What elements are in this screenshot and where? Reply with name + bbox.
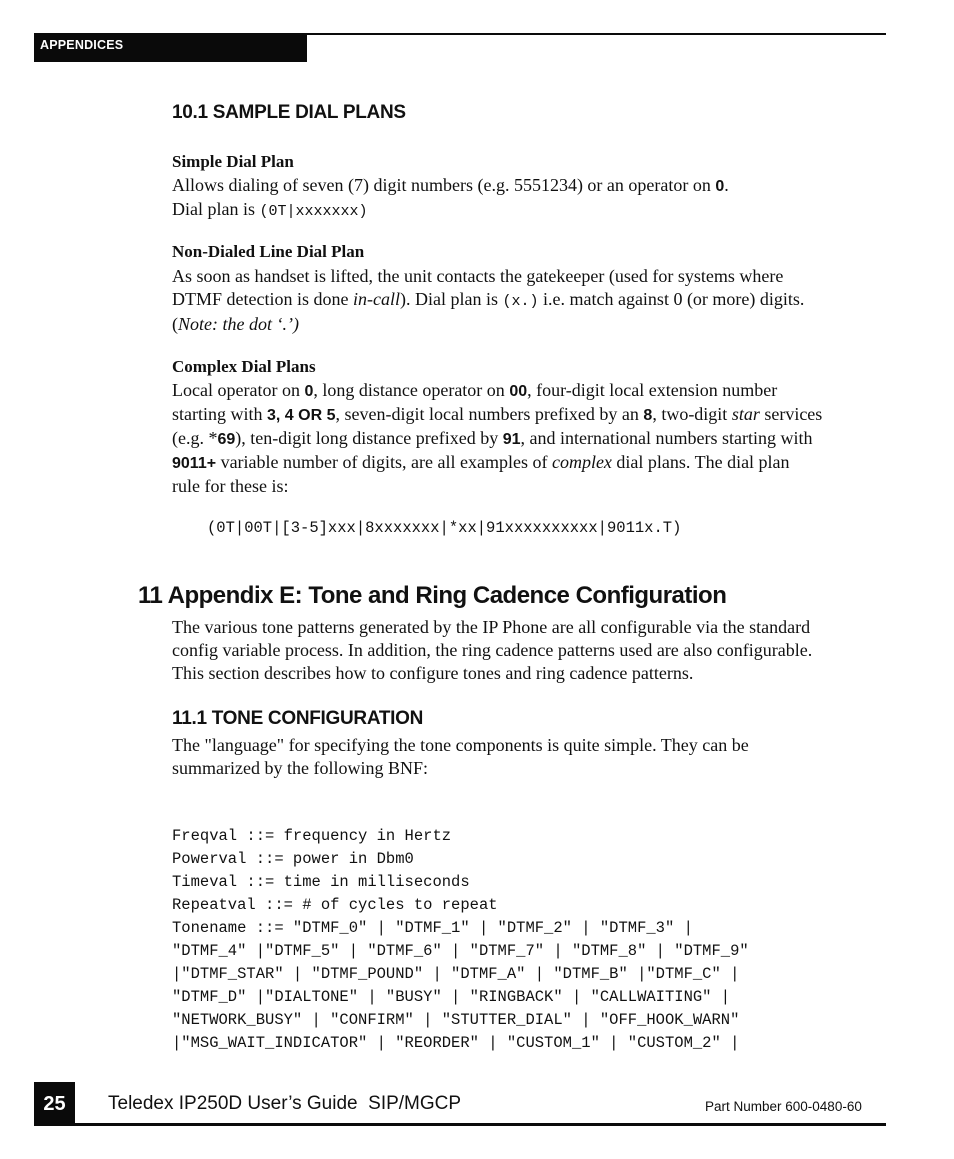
text: Allows dialing of seven (7) digit numbers (e.g. 5551234) or an operator on	[172, 175, 716, 195]
footer-title: Teledex IP250D User’s Guide SIP/MGCP	[108, 1093, 462, 1114]
code-text: (x.)	[502, 293, 539, 310]
text: The various tone patterns generated by the IP Phone are all configurable via the standard	[172, 617, 811, 637]
footer-rule	[34, 1123, 886, 1126]
subheading-complex: Complex Dial Plans	[172, 357, 316, 376]
bold-text: 00	[509, 383, 528, 400]
bold-text: 91	[502, 431, 521, 448]
subheading-non-dialed: Non-Dialed Line Dial Plan	[172, 242, 365, 261]
bold-text: 0	[715, 178, 725, 195]
bold-text: 9011+	[172, 455, 217, 472]
code-line: Powerval ::= power in Dbm0	[172, 850, 414, 868]
text: Local operator on	[172, 380, 305, 400]
text: , and international numbers starting with	[520, 428, 813, 448]
code-line: Timeval ::= time in milliseconds	[172, 873, 470, 891]
code-line: |"DTMF_STAR" | "DTMF_POUND" | "DTMF_A" | "DTMF_B" |"DTMF_C" |	[172, 965, 740, 983]
text: , seven-digit local numbers prefixed by an	[335, 404, 644, 424]
text: Dial plan is	[172, 199, 260, 219]
bold-text: 0	[304, 383, 314, 400]
text: DTMF detection is done	[172, 289, 353, 309]
italic-text: Note: the dot ‘.’)	[178, 314, 299, 334]
text: summarized by the following BNF:	[172, 758, 428, 778]
heading-10-1: 10.1 SAMPLE DIAL PLANS	[172, 102, 406, 123]
code-line: "NETWORK_BUSY" | "CONFIRM" | "STUTTER_DIAL" | "OFF_HOOK_WARN"	[172, 1011, 740, 1029]
section-label: APPENDICES	[40, 38, 124, 52]
text: i.e. match against 0 (or more) digits.	[538, 289, 805, 309]
code-text: (0T|xxxxxxx)	[259, 203, 368, 220]
paragraph-appendix-e	[172, 616, 884, 685]
bnf-code-block	[172, 802, 749, 1078]
paragraph-simple-dial-plan	[172, 174, 884, 223]
text: (	[172, 314, 178, 334]
text: , two-digit	[652, 404, 732, 424]
text: As soon as handset is lifted, the unit contacts the gatekeeper (used for systems where	[172, 266, 784, 286]
text: config variable process. In addition, the ring cadence patterns used are also configurable.	[172, 640, 813, 660]
bold-text: 69	[217, 431, 236, 448]
text: services	[759, 404, 823, 424]
text: ). Dial plan is	[399, 289, 503, 309]
paragraph-tone-config	[172, 734, 884, 780]
heading-11-1: 11.1 TONE CONFIGURATION	[172, 708, 424, 729]
code-line: "DTMF_D" |"DIALTONE" | "BUSY" | "RINGBACK" | "CALLWAITING" |	[172, 988, 731, 1006]
text: ), ten-digit long distance prefixed by	[235, 428, 503, 448]
header-bar	[34, 33, 307, 62]
code-line: Repeatval ::= # of cycles to repeat	[172, 896, 498, 914]
paragraph-non-dialed	[172, 265, 884, 336]
code-line: "DTMF_4" |"DTMF_5" | "DTMF_6" | "DTMF_7" | "DTMF_8" | "DTMF_9"	[172, 942, 749, 960]
part-number: Part Number 600-0480-60	[705, 1099, 862, 1114]
text: The "language" for specifying the tone components is quite simple. They can be	[172, 735, 749, 755]
code-line: Tonename ::= "DTMF_0" | "DTMF_1" | "DTMF_2" | "DTMF_3" |	[172, 919, 693, 937]
text: rule for these is:	[172, 476, 289, 496]
text: dial plans. The dial plan	[611, 452, 790, 472]
italic-text: star	[731, 404, 760, 424]
page-number: 25	[34, 1082, 75, 1126]
text: This section describes how to configure tones and ring cadence patterns.	[172, 663, 694, 683]
code-line: |"MSG_WAIT_INDICATOR" | "REORDER" | "CUSTOM_1" | "CUSTOM_2" |	[172, 1034, 740, 1052]
text: , four-digit local extension number	[527, 380, 778, 400]
subheading-simple-dial-plan: Simple Dial Plan	[172, 152, 294, 171]
text: .	[724, 175, 729, 195]
bold-text: 8	[643, 407, 653, 424]
text: starting with	[172, 404, 267, 424]
italic-text: in-call	[352, 289, 400, 309]
text: , long distance operator on	[313, 380, 510, 400]
bold-text: 3, 4 OR 5	[267, 407, 336, 424]
italic-text: complex	[551, 452, 612, 472]
paragraph-complex	[172, 379, 884, 498]
header-rule	[307, 33, 886, 35]
heading-appendix-e: 11 Appendix E: Tone and Ring Cadence Configuration	[138, 582, 727, 609]
text: variable number of digits, are all examples of	[216, 452, 552, 472]
code-line: Freqval ::= frequency in Hertz	[172, 827, 452, 845]
text: (e.g. *	[172, 428, 218, 448]
dial-plan-rule: (0T|00T|[3-5]xxx|8xxxxxxx|*xx|91xxxxxxxxxx|9011x.T)	[207, 519, 682, 537]
